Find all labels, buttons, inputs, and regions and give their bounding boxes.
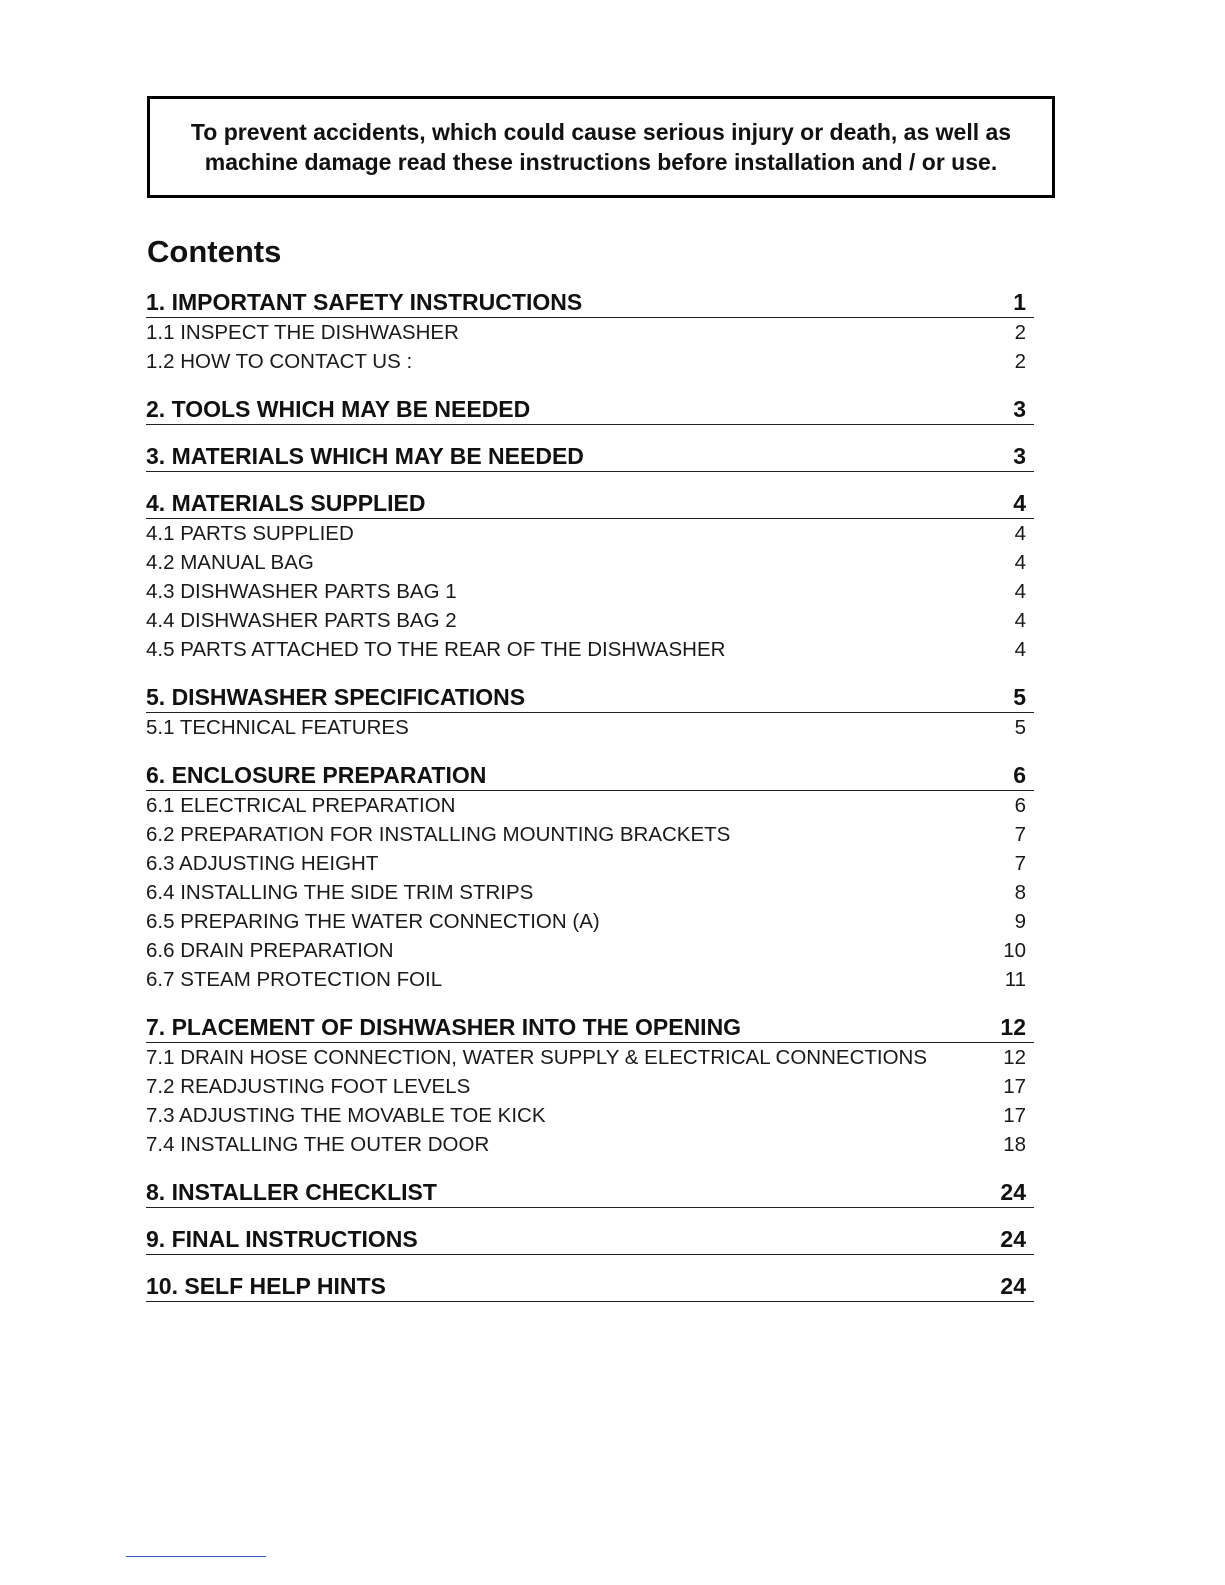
toc-section: [146, 1011, 1034, 1176]
toc-section-title: 2. TOOLS WHICH MAY BE NEEDED: [146, 396, 531, 422]
toc-section-title: 5. DISHWASHER SPECIFICATIONS: [146, 684, 526, 710]
toc-section-page-number: 1: [1013, 289, 1026, 315]
toc-subsection-title: 6.7 STEAM PROTECTION FOIL: [146, 968, 443, 991]
toc-section-title: 8. INSTALLER CHECKLIST: [146, 1179, 437, 1205]
toc-subsection-page-number: 8: [1014, 881, 1026, 904]
toc-section: [146, 1176, 1034, 1223]
toc-subsection-title: 4.1 PARTS SUPPLIED: [146, 522, 354, 545]
toc-subsection-row[interactable]: [146, 878, 1034, 907]
toc-subsection-title: 4.4 DISHWASHER PARTS BAG 2: [146, 609, 457, 632]
toc-subsection-row[interactable]: [146, 318, 1034, 347]
toc-subsection-page-number: 2: [1014, 321, 1026, 344]
toc-subsection-title: 6.1 ELECTRICAL PREPARATION: [146, 794, 456, 817]
toc-subsection-page-number: 6: [1014, 794, 1026, 817]
toc-subsection-title: 5.1 TECHNICAL FEATURES: [146, 716, 409, 739]
toc-subsection-row[interactable]: [146, 347, 1034, 376]
safety-warning-box: [147, 96, 1055, 198]
toc-subsection-row[interactable]: [146, 965, 1034, 994]
toc-subsection-row[interactable]: [146, 606, 1034, 635]
toc-subsection-page-number: 4: [1014, 580, 1026, 603]
toc-section-title: 10. SELF HELP HINTS: [146, 1273, 386, 1299]
toc-section-spacer: [146, 1159, 1034, 1176]
toc-section-spacer: [146, 742, 1034, 759]
toc-section-heading[interactable]: [146, 759, 1034, 791]
toc-section-page-number: 5: [1013, 684, 1026, 710]
toc-section-page-number: 24: [1000, 1226, 1026, 1252]
toc-subsection-page-number: 7: [1014, 823, 1026, 846]
toc-section-heading[interactable]: [146, 487, 1034, 519]
toc-section: [146, 759, 1034, 1011]
toc-section-page-number: 3: [1013, 443, 1026, 469]
toc-section-heading[interactable]: [146, 1176, 1034, 1208]
safety-warning-line-1: To prevent accidents, which could cause serious injury or death, as well as: [190, 119, 1012, 145]
safety-warning-line-2: machine damage read these instructions before installation and / or use.: [204, 149, 998, 175]
toc-subsection-row[interactable]: [146, 1130, 1034, 1159]
toc-subsection-page-number: 5: [1014, 716, 1026, 739]
toc-section-title: 3. MATERIALS WHICH MAY BE NEEDED: [146, 443, 584, 469]
toc-subsection-page-number: 2: [1014, 350, 1026, 373]
toc-section-page-number: 12: [1000, 1014, 1026, 1040]
toc-section-heading[interactable]: [146, 1270, 1034, 1302]
toc-subsection-title: 4.3 DISHWASHER PARTS BAG 1: [146, 580, 457, 603]
toc-section-spacer: [146, 1208, 1034, 1223]
toc-subsection-title: 6.4 INSTALLING THE SIDE TRIM STRIPS: [146, 881, 534, 904]
toc-section-heading[interactable]: [146, 286, 1034, 318]
toc-subsection-page-number: 9: [1014, 910, 1026, 933]
toc-subsection-row[interactable]: [146, 1072, 1034, 1101]
toc-subsection-page-number: 17: [1003, 1075, 1026, 1098]
toc-section-spacer: [146, 1255, 1034, 1270]
toc-subsection-page-number: 12: [1003, 1046, 1026, 1069]
toc-subsection-page-number: 4: [1014, 551, 1026, 574]
toc-subsection-row[interactable]: [146, 713, 1034, 742]
toc-subsection-row[interactable]: [146, 907, 1034, 936]
safety-warning-text: [191, 117, 1011, 177]
toc-section: [146, 286, 1034, 393]
toc-section: [146, 681, 1034, 759]
toc-section-page-number: 4: [1013, 490, 1026, 516]
toc-section-spacer: [146, 664, 1034, 681]
toc-section-title: 4. MATERIALS SUPPLIED: [146, 490, 426, 516]
toc-subsection-row[interactable]: [146, 1101, 1034, 1130]
toc-section-title: 9. FINAL INSTRUCTIONS: [146, 1226, 418, 1252]
toc-subsection-page-number: 4: [1014, 609, 1026, 632]
toc-section-spacer: [146, 425, 1034, 440]
toc-subsection-title: 1.1 INSPECT THE DISHWASHER: [146, 321, 459, 344]
toc-section: [146, 1270, 1034, 1317]
toc-subsection-title: 6.6 DRAIN PREPARATION: [146, 939, 394, 962]
toc-subsection-title: 7.2 READJUSTING FOOT LEVELS: [146, 1075, 471, 1098]
toc-section: [146, 440, 1034, 487]
toc-subsection-row[interactable]: [146, 519, 1034, 548]
toc-section-heading[interactable]: [146, 681, 1034, 713]
toc-subsection-page-number: 18: [1003, 1133, 1026, 1156]
table-of-contents: [146, 286, 1034, 1317]
toc-subsection-title: 7.1 DRAIN HOSE CONNECTION, WATER SUPPLY & ELECTRICAL CONNECTIONS: [146, 1046, 928, 1069]
toc-subsection-title: 6.3 ADJUSTING HEIGHT: [146, 852, 379, 875]
toc-subsection-page-number: 4: [1014, 522, 1026, 545]
toc-subsection-page-number: 4: [1014, 638, 1026, 661]
toc-subsection-page-number: 10: [1003, 939, 1026, 962]
toc-subsection-page-number: 11: [1004, 968, 1026, 991]
toc-section-spacer: [146, 994, 1034, 1011]
toc-section: [146, 1223, 1034, 1270]
toc-section-page-number: 3: [1013, 396, 1026, 422]
toc-section: [146, 393, 1034, 440]
toc-subsection-title: 4.5 PARTS ATTACHED TO THE REAR OF THE DISHWASHER: [146, 638, 726, 661]
toc-subsection-row[interactable]: [146, 849, 1034, 878]
contents-heading: Contents: [147, 234, 282, 269]
toc-subsection-page-number: 7: [1014, 852, 1026, 875]
toc-subsection-row[interactable]: [146, 1043, 1034, 1072]
toc-section: [146, 487, 1034, 681]
toc-subsection-row[interactable]: [146, 791, 1034, 820]
toc-subsection-row[interactable]: [146, 936, 1034, 965]
toc-section-page-number: 6: [1013, 762, 1026, 788]
toc-section-page-number: 24: [1000, 1179, 1026, 1205]
toc-subsection-row[interactable]: [146, 548, 1034, 577]
toc-section-spacer: [146, 1302, 1034, 1317]
toc-section-title: 1. IMPORTANT SAFETY INSTRUCTIONS: [146, 289, 583, 315]
toc-section-spacer: [146, 376, 1034, 393]
toc-subsection-title: 1.2 HOW TO CONTACT US :: [146, 350, 413, 373]
toc-subsection-title: 4.2 MANUAL BAG: [146, 551, 314, 574]
toc-subsection-page-number: 17: [1003, 1104, 1026, 1127]
toc-section-spacer: [146, 472, 1034, 487]
toc-subsection-row[interactable]: [146, 820, 1034, 849]
toc-section-title: 6. ENCLOSURE PREPARATION: [146, 762, 487, 788]
toc-section-heading[interactable]: [146, 1223, 1034, 1255]
footer-link-underline[interactable]: [126, 1556, 266, 1557]
toc-section-heading[interactable]: [146, 1011, 1034, 1043]
toc-subsection-title: 6.2 PREPARATION FOR INSTALLING MOUNTING BRACKETS: [146, 823, 731, 846]
toc-subsection-title: 7.4 INSTALLING THE OUTER DOOR: [146, 1133, 490, 1156]
toc-section-heading[interactable]: [146, 440, 1034, 472]
toc-section-heading[interactable]: [146, 393, 1034, 425]
toc-section-title: 7. PLACEMENT OF DISHWASHER INTO THE OPENING: [146, 1014, 742, 1040]
toc-subsection-title: 6.5 PREPARING THE WATER CONNECTION (A): [146, 910, 600, 933]
toc-subsection-row[interactable]: [146, 635, 1034, 664]
toc-subsection-title: 7.3 ADJUSTING THE MOVABLE TOE KICK: [146, 1104, 546, 1127]
toc-subsection-row[interactable]: [146, 577, 1034, 606]
toc-section-page-number: 24: [1000, 1273, 1026, 1299]
